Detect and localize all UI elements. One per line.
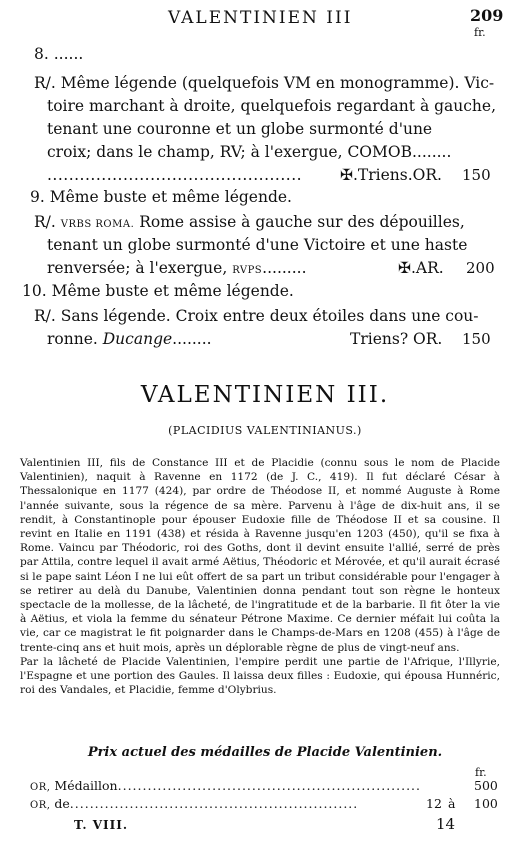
metal-label: OR, — [30, 782, 51, 793]
entry-line: 9. Même buste et même légende. — [30, 188, 292, 206]
entry-line: 10. Même buste et même légende. — [22, 282, 294, 300]
coin-type: ✠.AR. — [398, 259, 444, 277]
price-value: 100 — [474, 796, 498, 811]
reverse-symbol: R/. — [34, 213, 56, 231]
price-table-title: Prix actuel des médailles de Placide Valentinien. — [87, 745, 443, 760]
biography-paragraph: Valentinien III, fils de Constance III et de Placidie (connu sous le nom de Placide Valentinien), naquit à Ravenne en 1172 (de J. C., 419). Il fut déclaré César à Thessalonique en 1177 (424), par ordre de Théodose II, et nommé Auguste à Rome l'année suivante, sous la régence de sa mère. Parvenu à l'âge de dix-huit ans, il se rendit, à Constantinople pour épouser Eudoxie fille de Théodose II et sa cousine. Il revint en Italie en 1191 (438) et résida à Ravenne jusqu'en 1203 (450), qu'il se fixa à Rome. Vaincu par Théodoric, roi des Goths, dont il devint ensuite l'allié, serré de près par Attila, contre lequel il avait armé Aëtius, Théodoric et Mérovée, et qu'il aurait écrasé si le pape saint Léon I ne lui eût offert de sa part un tribut considérable pour l'engager à se retirer au delà du Danube, Valentinien donna pendant tout son règne le honteux spectacle de la mollesse, de la lâcheté, de l'ingratitude et de la barbarie. Il fit ôter la vie à Aëtius, et viola la femme du sénateur Pétrone Maxime. Ce dernier méfait lui coûta la vie, car ce magistrat le fit poignarder dans le Champs-de-Mars en 1208 (455) à l'âge de trente-cinq ans et huit mois, après un déplorable règne de plus de vingt-neuf ans. — [20, 457, 500, 654]
price-value: 150 — [462, 166, 491, 184]
exergue-text: RVPS — [232, 265, 263, 276]
description-text: Rome assise à gauche sur des dépouilles, — [139, 213, 465, 231]
price-value: 500 — [474, 778, 498, 793]
row-label: de — [54, 796, 70, 811]
entry-line: R/. Même légende (quelquefois VM en monogramme). Vic- — [34, 74, 495, 92]
entry-dots: ...... — [53, 45, 84, 63]
entry-line — [47, 328, 212, 351]
entry-line — [47, 164, 302, 187]
row-label: Médaillon — [54, 778, 118, 793]
entry-line: toire marchant à droite, quelquefois regardant à gauche, — [47, 97, 497, 115]
leader-dots: ......... — [262, 259, 307, 277]
entry-line: croix; dans le champ, RV; à l'exergue, COMOB........ — [47, 143, 452, 161]
section-title: VALENTINIEN III. — [140, 382, 390, 408]
coin-type: Triens? OR. — [350, 330, 443, 348]
page-number: 209 — [470, 6, 504, 25]
price-row — [30, 796, 420, 811]
leader-dots: .......................................................... — [69, 796, 359, 811]
entry-line — [34, 211, 465, 236]
description-text: ronne. — [47, 330, 98, 348]
entry-number — [34, 43, 83, 66]
leader-dots: ........ — [172, 330, 212, 348]
description-text: renversée; à l'exergue, — [47, 259, 228, 277]
price-range-separator: à — [448, 796, 456, 811]
source-citation: Ducange — [102, 330, 173, 348]
entry-line: tenant un globe surmonté d'une Victoire et une haste — [47, 236, 468, 254]
price-value: 200 — [466, 259, 495, 277]
signature-mark: 14 — [436, 815, 456, 833]
price-value: 150 — [462, 330, 491, 348]
price-row — [30, 778, 458, 793]
metal-label: OR, — [30, 800, 51, 811]
legend-text: VRBS ROMA. — [60, 219, 135, 230]
price-range-from: 12 — [426, 796, 442, 811]
running-title: VALENTINIEN III — [168, 8, 353, 28]
leader-dots: ............................................... — [47, 166, 303, 184]
entry-line: R/. Sans légende. Croix entre deux étoiles dans une cou- — [34, 307, 479, 325]
leader-dots: ............................................................. — [117, 778, 422, 793]
volume-label: T. VIII. — [74, 818, 129, 832]
currency-unit-label: fr. — [475, 766, 487, 779]
entry-num: 8. — [34, 45, 49, 63]
entry-line: tenant une couronne et un globe surmonté d'une — [47, 120, 433, 138]
entry-line — [47, 257, 307, 282]
biography-paragraph: Par la lâcheté de Placide Valentinien, l'empire perdit une partie de l'Afrique, l'Illyrie, l'Espagne et une portion des Gaules. Il laissa deux filles : Eudoxie, qui épousa Hunnéric, roi des Vandales, et Placidie, femme d'Olybrius. — [20, 655, 500, 697]
coin-type: ✠.Triens.OR. — [340, 166, 442, 184]
section-subtitle: (PLACIDIUS VALENTINIANUS.) — [168, 424, 362, 437]
biography — [20, 456, 500, 697]
currency-unit-label: fr. — [474, 26, 486, 39]
